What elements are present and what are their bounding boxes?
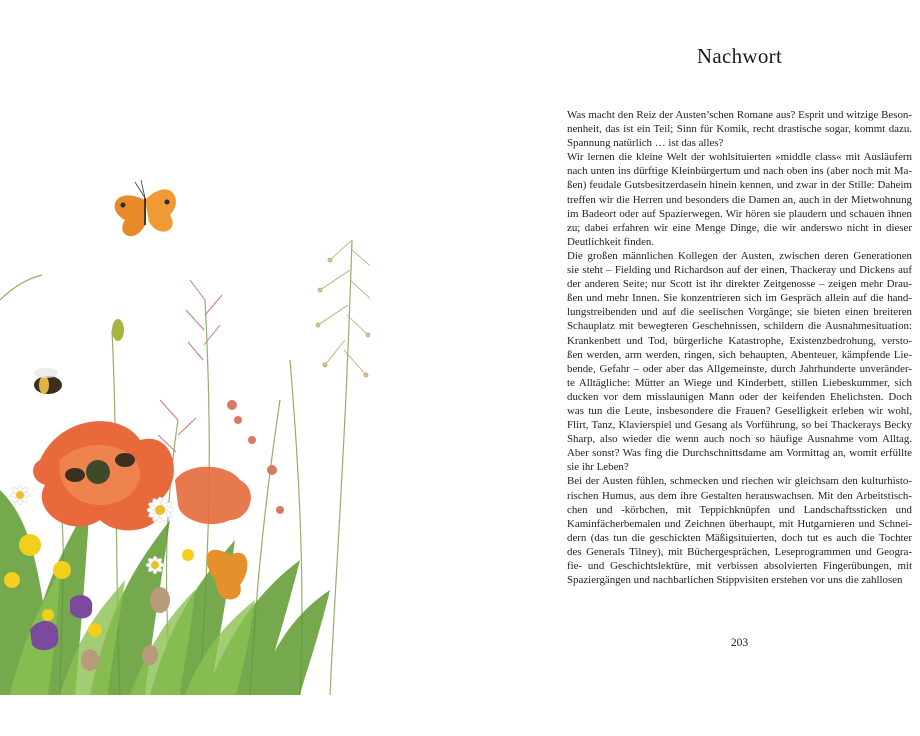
text-line: Krankenbett und Tod, bürgerliche Katastrophe, Existenzbedrohung, versto- [567,334,912,347]
text-line: der anderen Seite; nur Scott ist ihr direkter Zeitgenosse – zeigen mehr Drau- [567,278,912,291]
text-line: Kaminfächerbemalen und Zeichnen überhaupt, mit Hutgarnieren und Schnei- [567,517,912,530]
text-line: im Badeort oder auf Spazierwegen. Wir hören sie plaudern und schauen ihnen [567,207,912,220]
body-text [567,108,912,587]
text-line: sie ihr Leben? [567,461,629,474]
text-line: Die großen männlichen Kollegen der Austen, zwischen deren Generationen [567,249,912,262]
text-line: Spaziergängen und nachbarlichen Stippvisiten erstehen vor uns die zahllosen [567,574,903,587]
paragraph [567,108,912,150]
text-line: treffen wir die Herren und besonders die Damen an, auch in der Mietwohnung [567,193,912,206]
text-line: zu; dabei erfahren wir eine Menge Dinge, die wir anderswo nicht in dieser [567,221,912,234]
text-line: Schauplatz mit bewegteren Geschehnissen, schildern die Ausnahmesituation: [567,320,912,333]
text-line: Spannung natürlich … ist das alles? [567,137,724,150]
text-line: Wir lernen die kleine Welt der wohlsituierten »middle class« mit Ausläufern [567,151,912,164]
text-line: te Alltägliche: Mütter an Wiege und Kinderbett, stillen Liebeskummer, sich [567,376,912,389]
paragraph [567,249,912,475]
text-line: chen und -körbchen, mit Teppichknüpfen und Landschaftssticken und [567,503,912,516]
text-line: Sharp, also wieder die wenn auch noch so häufige Ausnahme vom Alltag. [567,433,912,446]
text-line: ßen) feudale Gutsbesitzerdasein hinein kennen, und zwar in der Stille: Daheim [567,179,912,192]
text-line: nach unten ins dürftige Kleinbürgertum und nach oben ins (aber noch mit Ma- [567,165,912,178]
text-line: nenheit, das ist ein Teil; Sinn für Komik, recht drastische sogar, kommt dazu. [567,123,912,136]
text-line: Bei der Austen fühlen, schmecken und riechen wir gleichsam den kulturhisto- [567,475,912,488]
text-line: rischen Humus, aus dem ihre Gestalten herauswachsen. Mit den Arbeitstisch- [567,489,912,502]
bumblebee [34,368,62,394]
page-number: 203 [730,637,749,649]
paragraph [567,474,912,587]
text-line: ducken vor dem misslaunigen Mann oder der keifenden Ehelichsten. Doch [567,390,912,403]
text-line: lungstreibenden und auf die seelischen Vorgänge; sie bieten einen breiteren [567,306,912,319]
text-line: dern (das tun die geschickten Mäßigsituierten, doch tut es auch die Tochter [567,531,912,544]
text-line: Deutlichkeit finden. [567,235,655,248]
text-line: ßen und mehr Innen. Sie konzentrieren sich im Gespräch allein auf die hand- [567,292,912,305]
text-page [567,0,912,736]
text-line: ßen werden, arm werden, ringen, sich behaupten, Abenteuer, kämpfende Lie- [567,348,912,361]
text-line: Flirt, Tanz, Klavierspiel und Gesang als Vorführung, so bei Thackerays Becky [567,419,912,432]
paragraph [567,150,912,249]
text-line: fie- und Geschichtslektüre, mit verbissen absolvierten Fingerübungen, mit [567,560,912,572]
text-line: bende, Gefahr – oder aber das Allgemeinste, durch Jahrhunderte unveränder- [567,362,912,375]
text-line: Aber sonst? Was fing die Durchschnittsdame am Vormittag an, womit erfüllte [567,447,912,460]
page-title: Nachwort [696,44,783,68]
meadow-flowers-illustration [0,160,370,695]
text-line: was tun die Leute, insbesondere die Frauen? Geselligkeit erleben wir wohl, [567,404,912,417]
butterfly [115,180,176,236]
text-line: des Generals Tilney), mit Büchergesprächen, Leseprogrammen und Geogra- [567,545,912,558]
text-line: Was macht den Reiz der Austen’schen Romane aus? Esprit und witzige Beson- [567,109,912,121]
text-line: sie steht – Fielding und Richardson auf der einen, Thackeray und Dickens auf [567,264,912,277]
